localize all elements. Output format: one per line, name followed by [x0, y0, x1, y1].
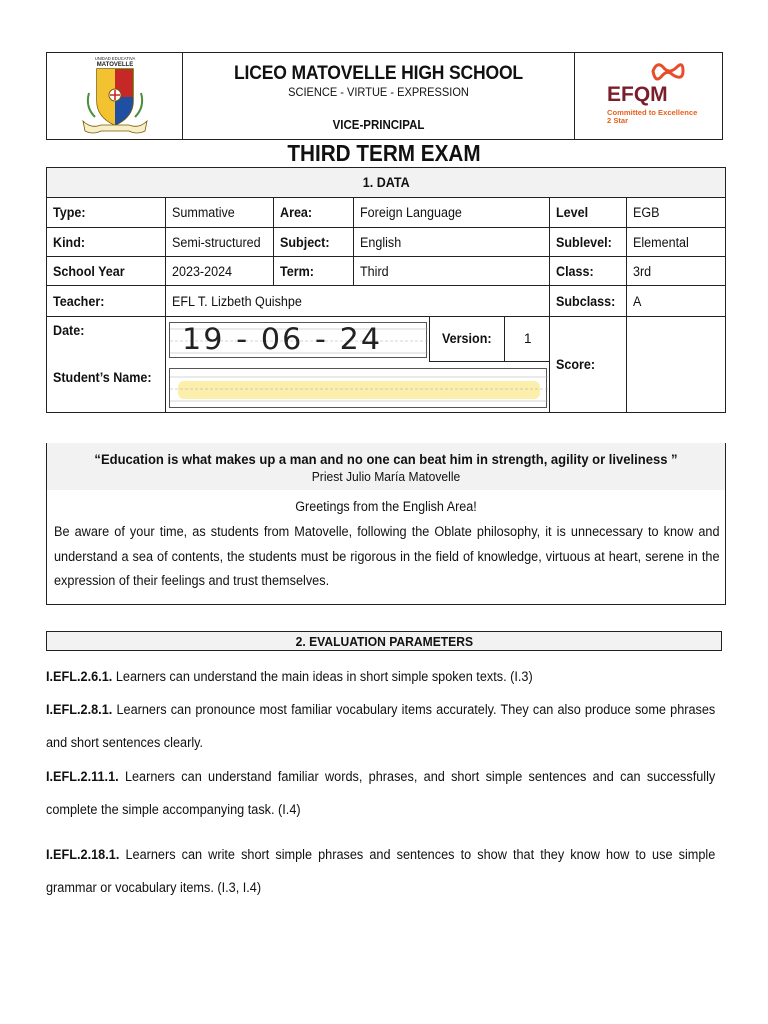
indicator-code: I.EFL.2.18.1.: [46, 847, 120, 862]
score-value[interactable]: [627, 317, 725, 412]
data-heading: 1. DATA: [47, 168, 725, 198]
indicator-item: [46, 760, 715, 826]
kind-value: Semi-structured: [166, 228, 274, 257]
subject-label: Subject:: [274, 228, 354, 257]
term-label: Term:: [274, 257, 354, 286]
school-motto: SCIENCE - VIRTUE - EXPRESSION: [288, 85, 469, 99]
school-logo-cell: [47, 53, 183, 139]
indicator-text: Learners can understand familiar words, phrases, and short simple sentences and can successfully complete the simple accompanying task. (I.4): [46, 769, 716, 817]
date-version-divider: [429, 317, 430, 361]
quote-author: Priest Julio María Matovelle: [311, 469, 461, 484]
sublevel-value: Elemental: [627, 228, 725, 257]
indicator-text: Learners can write short simple phrases and sentences to show that they know how to use simple grammar or vocabulary items. (I.3, I.4): [46, 847, 716, 895]
quote-band: [47, 443, 725, 490]
class-label: Class:: [550, 257, 627, 286]
data-table: [46, 167, 726, 413]
name-ruled-lines: [170, 369, 548, 409]
school-year-label: School Year: [47, 257, 166, 286]
quote-section: [46, 443, 726, 605]
indicator-code: I.EFL.2.11.1.: [46, 769, 119, 784]
department-name: VICE-PRINCIPAL: [332, 118, 425, 132]
efqm-tagline: Committed to Excellence: [607, 108, 698, 117]
sublevel-label: Sublevel:: [550, 228, 627, 257]
area-value: Foreign Language: [354, 198, 550, 228]
efqm-brand: EFQM: [607, 83, 668, 106]
indicator-item: [46, 660, 715, 693]
school-year-value: 2023-2024: [166, 257, 274, 286]
version-bottom-line: [429, 361, 550, 362]
version-value: 1: [524, 331, 532, 346]
date-field[interactable]: [169, 322, 427, 358]
level-value: EGB: [627, 198, 725, 228]
school-crest-logo: [75, 55, 155, 137]
kind-label: Kind:: [47, 228, 166, 257]
efqm-logo: [597, 57, 707, 135]
indicator-item: [46, 838, 715, 904]
efqm-star: 2 Star: [607, 116, 629, 125]
student-name-field[interactable]: [169, 368, 547, 408]
term-value: Third: [354, 257, 550, 286]
type-label: Type:: [47, 198, 166, 228]
logo-top-text: UNIDAD EDUCATIVA: [94, 56, 136, 61]
subject-value: English: [354, 228, 550, 257]
version-label: Version:: [442, 331, 492, 346]
exam-title: THIRD TERM EXAM: [287, 140, 481, 166]
indicator-code: I.EFL.2.6.1.: [46, 669, 113, 684]
efqm-logo-cell: [575, 53, 722, 139]
level-label: Level: [550, 198, 627, 228]
subclass-value: A: [627, 286, 725, 317]
evaluation-heading: 2. EVALUATION PARAMETERS: [46, 631, 722, 651]
indicator-item: [46, 693, 715, 759]
school-title-cell: [183, 53, 575, 139]
score-label: Score:: [550, 317, 627, 412]
teacher-label: Teacher:: [47, 286, 166, 317]
indicator-text: Learners can pronounce most familiar vocabulary items accurately. They can also produce some phrases and short sentences clearly.: [46, 702, 716, 750]
area-label: Area:: [274, 198, 354, 228]
greeting-text: Greetings from the English Area!: [295, 499, 477, 514]
teacher-value: EFL T. Lizbeth Quishpe: [166, 286, 550, 317]
type-value: Summative: [166, 198, 274, 228]
class-value: 3rd: [627, 257, 725, 286]
document-header: [46, 52, 723, 140]
date-student-label-cell: [47, 317, 166, 412]
instructions-paragraph: Be aware of your time, as students from Matovelle, following the Oblate philosophy, it is unnecessary to know and understand a sea of contents, the students must be rigorous in the field of knowledge, virtuous at heart, serene in the expression of their feelings and trust themselves.: [54, 524, 720, 589]
subclass-label: Subclass:: [550, 286, 627, 317]
quote-text: “Education is what makes up a man and no one can beat him in strength, agility or liveliness ”: [94, 451, 678, 467]
logo-name: MATOVELLE: [96, 62, 134, 68]
indicator-text: Learners can understand the main ideas in short simple spoken texts. (I.3): [112, 669, 533, 684]
version-divider: [504, 317, 505, 361]
indicator-code: I.EFL.2.8.1.: [46, 702, 113, 717]
school-name: LICEO MATOVELLE HIGH SCHOOL: [234, 62, 523, 84]
date-handwritten-value: 19 - 06 - 24: [182, 322, 383, 356]
student-name-label: Student’s Name:: [53, 370, 152, 385]
date-label: Date:: [53, 323, 85, 338]
